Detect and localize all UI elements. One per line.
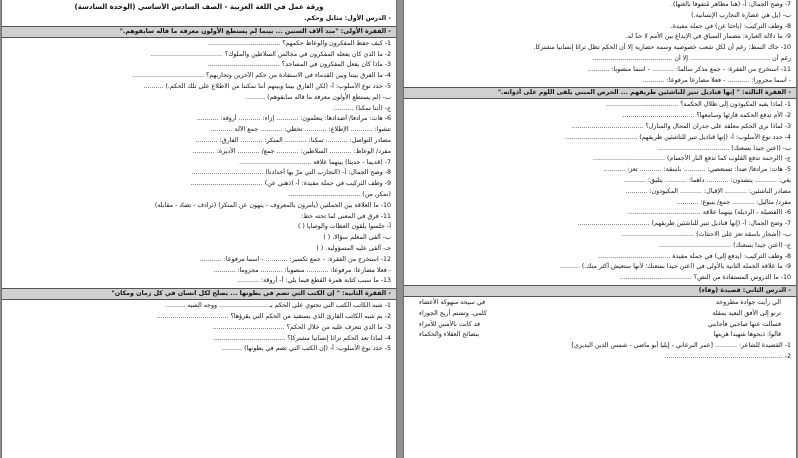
text-line: (تمكن من) ....................................: [288, 190, 391, 198]
text-line: ب- (بل هي عصارة التجارب الإنسانية.): [691, 11, 791, 19]
text-line: ب- (اعتن جيدا بسعنك) ....................................: [657, 144, 791, 152]
text-line: 11- استخرج من الفقرة: - جمع مذكر سالما: ........... - اسما منصوبا: ...........: [587, 65, 791, 73]
text-line: 3- ماذا كان يفعل المفكرون في المساجد؟ ....................................: [207, 61, 391, 69]
text-line: 12- استخرج من الفقرة: - جمع تكسير: ........... - اسما مرفوعا: ...........: [199, 255, 391, 263]
text-line: مفرد/ مثاليل: ........... جمع/ ينبوع: ...........: [676, 198, 791, 206]
section-heading: - الفقرة الثانية: " إن الكتب التي تضم في بطونها ... يصلح لكل انسان في كل زمان ومكان": [2, 288, 396, 300]
verse-first-half: ترنو إلى الأفق البعيد بمقلة: [712, 309, 781, 317]
verse-first-half: الي رأيت جوادة مطروحة: [716, 298, 781, 306]
poem-verse: [409, 298, 791, 309]
right-lines: [409, 0, 791, 297]
verse-second-half: كلمى، وتشتم أريج الجوزاء: [419, 309, 487, 317]
text-line: 3- ما الذي تتعرف عليه من خلال الحكم؟ ....................................: [212, 323, 391, 331]
text-line: 5- حدد نوع الأسلوب: أ- (لكن الفارق بيننا وبينهم أننا نمكننا من الاطلاع على تلك الحكم.) ..........: [143, 82, 391, 90]
lesson-heading: - الدرس الأول: مثايل وحكم.: [304, 15, 391, 22]
text-line: ج- (أننا تمكنا) ..........: [333, 104, 391, 112]
text-line: 7- وضح الجمال: أ- (هنا مظاهر مُتفوقا بالغنها).: [670, 1, 791, 8]
poem-verse: [409, 330, 791, 341]
text-line: 8- وظف التركيب: (باحثا عن) في جملة مفيدة.: [670, 22, 791, 30]
section-heading: - الفقرة الثالثة: " إنها قناديل تنير للناشئين طريقهم ... الحرص المبني يلقى اللوم على أذواته.": [404, 87, 796, 99]
text-line: 3- لماذا نرى الحكم معلقة على جدران المحال والمنازل؟ ....................................: [571, 122, 791, 130]
poem: [409, 298, 791, 341]
text-line: أ- جلسوا يلقون العظات والوصايا ( ): [297, 223, 391, 231]
page-content-right: [404, 0, 796, 458]
text-line: 1- كيف حفظ المفكرون والوعاظ حكمهم؟ ....................................: [208, 39, 391, 47]
text-line: تتشوا: ........... الإطلاع: ........... تخطي: ........... جمع الآلة ...........: [210, 126, 391, 134]
worksheet-title: ورقة عمل في اللغة العربية - الصف السادس الأساسي (الوحدة السادسة): [74, 3, 324, 11]
text-line: 10- ما العلاقة بين الجملتين (يأمرون بالمعروف - ينهون عن المنكر) (ترادف - تضاد - مقابلة): [154, 201, 391, 209]
verse-first-half: قالوا: ذبحوها شهيدا هزيتها: [713, 331, 781, 339]
text-line: 8- وضح الجمال: أ- (التجارب التي مرّ بها أجدادنا) ....................................: [191, 169, 391, 177]
text-line: 9- ما علاقة الجملة الثانية بالأولى في (اعتن جيدا بسعنك؛ لأنها ستعيش أكثر منك.) ..........: [559, 263, 791, 271]
text-line: 1- شبه الكاتب الكتب التي تحتوي على الحكم بـ ........................ ووجه الشبه ..........: [165, 302, 391, 310]
text-line: يغي: ........... يتشدون: ........... داهما: ........... يتلبق: ...........: [623, 176, 791, 184]
text-line: 8- وظف التركيب: (يدفع إلى) في جملة مفيدة ....................................: [598, 252, 791, 260]
text-line: 4- لماذا تعد الحكم تراثا إنسانيا مشتركا؟ ....................................: [213, 334, 391, 342]
text-line: مصادر الناشئين: ........... الإقبال: ........... المكبودون: ...........: [625, 187, 791, 195]
section-heading: - الفقرة الأولى: "منذ آلاف السنين ... بينما لم يستطع الأولون معرفة ما قاله سابقوهم.": [2, 26, 396, 38]
verse-second-half: في سيحة منهوكة الأعضاء: [419, 298, 486, 306]
verse-second-half: بنصائح العقلاء والحكماء: [419, 331, 480, 339]
section-heading: - الدرس الثاني: قصيدة (وفاء): [404, 285, 796, 297]
text-line: 10- حاك النمط: رغم أن لكل شعب خصوصية وسمة حضارية إلا أن الحكم تظل تراثا إنسانيا مشتركا.: [533, 44, 791, 52]
text-line: ج- (اعتن جيدا بسعنك) ....................................: [659, 241, 791, 249]
page-content-left: [2, 0, 396, 458]
text-line: مصادر التواصل: ........... تمكنا: ........... المنكر: ........... الفارق: ...........: [195, 136, 391, 144]
text-line: 1- لماذا يقبه المكبودون إلى ظلال الحكمة؟ ....................................: [606, 101, 791, 109]
text-line: رغم أن ........................................ إلا أن ........................................: [592, 54, 791, 62]
text-line: 2- ...........................................................: [664, 352, 791, 360]
text-line: 5- حدد نوع الأسلوب: أ- (إن الكتب التي تضم في بطونها) ..........: [222, 345, 391, 353]
text-line: 4- ما الفرق بيننا وبين القدماء في الاستفادة من حكم الآخرين وتجاربهم؟ ....................................: [131, 72, 391, 80]
text-line: 10- ما الدروس المستفادة من النص؟ ....................................: [619, 274, 791, 282]
text-line: - فعلا مضارعا: مرفوعا: ........... منصوبا: ........... مجزوما: ...........: [213, 266, 391, 274]
document-page-right: [404, 0, 796, 458]
text-line: 11- فرق في المعنى لما تحته خط:: [301, 212, 391, 220]
text-line: 5- هات: مرادفا/ ضدا: تستعصي: ........... باسقة: ........... تعز: ...........: [603, 166, 791, 174]
text-line: 6- (الفضيلة - الرذيلة) بينهما علاقة ....................................: [628, 209, 791, 217]
text-line: ج- (الرحمة تدفع القلوب كما تدفع النار الأجسام) ....................................: [592, 155, 791, 163]
text-line: 13- ما سبب كتابة همزة القطع فيما يلي: أ- أروقة: ...........: [236, 277, 391, 285]
left-lines: [7, 26, 391, 355]
page-footer-lines: [409, 341, 791, 363]
text-line: 4- حدد نوع الأسلوب: أ- (إنها قناديل تنير للناشئين طريقهم) ....................................: [565, 133, 791, 141]
text-line: 2- بم شبه الكاتب القارئ الذي يستفيد من الحكم التي يقرؤها؟ ....................................: [156, 312, 391, 320]
text-line: 6- هات: مرادفا/ أضدادها: يتعلمون: ........... إزاء: ........... أروقة: ...........: [196, 115, 391, 123]
poem-verse: [409, 309, 791, 320]
text-line: ب- (لم يستطع الأولون معرفة ما قاله سابقوهم) ..........: [245, 93, 391, 101]
document-page-left: [2, 0, 396, 458]
text-line: - اسما مجرورا: ........... - فعلا مضارعا مرفوعا: ...........: [642, 76, 791, 84]
text-line: 1- القصيدة للشاعر: ........... [عمر البرعاني - إيليا أبو ماضي - شمس الدين البديري]: [571, 342, 791, 350]
verse-second-half: قد كانت بالأمس للأمراء: [419, 320, 481, 328]
text-line: 9- ما دلالة العبارة: مضمار السباق في الإبداع بين الأمم لا حدّ له.: [625, 33, 791, 41]
poem-verse: [409, 320, 791, 331]
text-line: ب- (أشجار باسقة تعز على الاجتثاث) ....................................: [622, 230, 791, 238]
verse-first-half: فسألت عنها صاحبي فأجابني: [707, 320, 781, 328]
text-line: 9- وظف التركيب في جملة مفيدة: أ- (ذهني عن) ....................................: [190, 180, 391, 188]
text-line: 7- وضح الجمال: أ- (إنها قناديل تنير للناشئين طريقهم) ....................................: [577, 220, 791, 228]
text-line: مفرد/ الوعاظ: ........... السلاطين: ........... جمع/ ........... الأديرة: ...........: [192, 147, 391, 155]
text-line: ب- ألقى المعلم سؤالا. ( ): [323, 234, 391, 242]
text-line: جـ- ألقى عليه المسؤولية. ( ): [316, 244, 391, 252]
text-line: 2- ما الذي كان يفعله المفكرون في مجالس السلاطين والملوك؟ ....................................: [150, 50, 391, 58]
text-line: 2- الأم تدفع الحكمة قارئها وسامعها؟ ....................................: [622, 112, 791, 120]
text-line: 7- (قديما - حديثا) بينهما علاقة ....................................: [239, 158, 391, 166]
